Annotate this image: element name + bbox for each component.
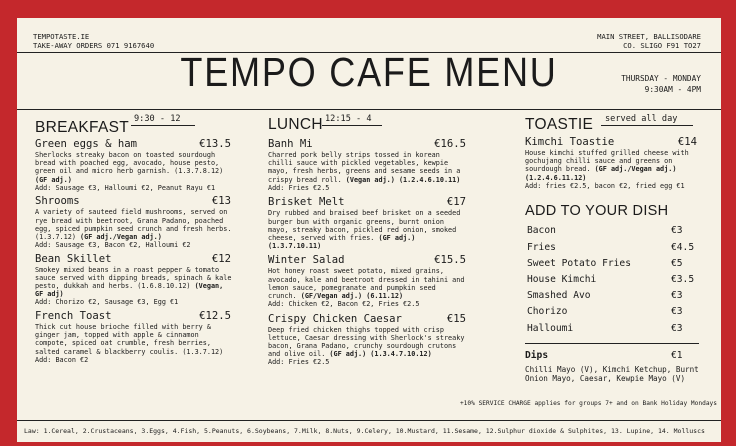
addons-section (525, 203, 699, 384)
breakfast-time: 9:30 - 12 (134, 114, 181, 124)
item-price: €15.5 (434, 254, 466, 267)
addon-price: €5 (671, 257, 683, 269)
item-name: Banh Mi (268, 138, 313, 150)
item-description-text: Deep fried chicken thighs topped with crisp lettuce, Caesar dressing with Sherlock's streaky bacon, Grana Padano, crunchy sourdough crutons and olive oil. (268, 325, 465, 359)
item-description (268, 209, 468, 250)
header-contact (33, 32, 154, 50)
lunch-item (268, 254, 468, 308)
item-description (268, 267, 468, 300)
item-name: Winter Salad (268, 254, 345, 267)
item-description-text: Thick cut house brioche filled with berry & ginger jam, topped with apple & cinnamon compote, spiced oat crumble, fresh berries, salted caramel & blackberry coulis. (1.3.7.12) (35, 322, 224, 356)
dips-price: €1 (671, 349, 683, 361)
addon-row (527, 321, 699, 337)
addon-name: Chorizo (527, 306, 568, 318)
dietary-tag: (GF adj.) (1.3.4.7.10.12) (329, 350, 432, 359)
item-addons: Add: Bacon €2 (35, 355, 89, 364)
address-line-1: MAIN STREET, BALLISODARE (597, 32, 701, 41)
lunch-column (268, 114, 468, 367)
breakfast-time-underline (131, 125, 195, 126)
address-line-2: CO. SLIGO F91 TO27 (623, 41, 701, 50)
item-description (525, 149, 699, 182)
footer-divider (17, 420, 721, 421)
dietary-tag: (GF adj.) (35, 175, 72, 184)
item-description (268, 326, 468, 359)
opening-days: THURSDAY - MONDAY (621, 74, 701, 83)
addon-name: Sweet Potato Fries (527, 257, 631, 269)
toastie-column (525, 114, 699, 384)
item-price: €15 (446, 312, 466, 325)
addon-price: €3 (671, 290, 683, 302)
item-header-row (525, 136, 699, 148)
item-description (35, 208, 233, 241)
item-header-row (268, 196, 468, 208)
breakfast-section-header (35, 114, 233, 134)
item-description-text: Charred pork belly strips tossed in korean chilli sauce with pickled vegetables, kewpie mayo, fresh herbs, greens and sesame seeds in a crispy bread roll. (268, 151, 461, 184)
item-addons: Add: Fries €2.5 (268, 183, 330, 192)
addon-row (527, 223, 699, 239)
header-address (597, 32, 701, 50)
addon-price: €3 (671, 322, 683, 334)
item-description (268, 151, 468, 184)
addon-price: €3 (671, 225, 683, 237)
menu-card (17, 18, 721, 442)
addon-name: Smashed Avo (527, 290, 591, 302)
item-addons: Add: Chorizo €2, Sausage €3, Egg €1 (35, 298, 179, 307)
dietary-tag: (Vegan adj.) (1.2.4.6.10.11) (345, 175, 461, 184)
title-divider (17, 109, 721, 110)
item-price: €13 (211, 195, 231, 208)
item-description-text: A variety of sauteed field mushrooms, served on rye bread with beetroot, Grana Padano, poached egg, spiced pumpkin seed crunch and fresh herbs. (1.3.7.12) (35, 208, 232, 241)
item-name: Bean Skillet (35, 252, 112, 265)
item-name: French Toast (35, 309, 112, 322)
item-description (35, 323, 233, 356)
breakfast-column (35, 114, 233, 364)
item-price: €17 (446, 196, 466, 209)
dips-block (525, 343, 699, 384)
addon-row (527, 288, 699, 304)
dietary-tag: (GF adj.) (1.3.7.10.11) (268, 233, 416, 251)
item-description-text: Sherlocks streaky bacon on toasted sourdough bread with poached egg, avocado, house pesto, green oil and micro herb garnish. (1.3.7.8.12) (35, 151, 224, 176)
item-price: €12.5 (199, 309, 231, 322)
addon-name: Bacon (527, 225, 556, 237)
addon-row (527, 240, 699, 256)
item-name: Brisket Melt (268, 196, 345, 209)
dietary-tag: (GF adj./Vegan adj.) (1.2.4.6.11.12) (525, 165, 677, 182)
addon-name: House Kimchi (527, 273, 597, 285)
item-description (35, 266, 233, 299)
item-addons: Add: Chicken €2, Bacon €2, Fries €2.5 (268, 300, 420, 309)
breakfast-item (35, 195, 233, 249)
item-price: €16.5 (434, 138, 466, 150)
addon-name: Halloumi (527, 322, 574, 334)
item-price: €14 (677, 136, 697, 148)
dips-row (525, 350, 699, 362)
item-header-row (268, 138, 468, 150)
dietary-tag: (Vegan, GF adj) (35, 282, 224, 299)
item-header-row (35, 195, 233, 207)
breakfast-item (35, 138, 233, 192)
addon-price: €3 (671, 306, 683, 318)
item-name: Crispy Chicken Caesar (268, 312, 402, 325)
takeaway-phone: TAKE-AWAY ORDERS 071 9167640 (33, 41, 155, 50)
item-header-row (35, 138, 233, 150)
addon-row (527, 256, 699, 272)
item-price: €12 (211, 252, 231, 265)
item-description-text: Dry rubbed and braised beef brisket on a seeded burger bun with organic greens, burnt onion mayo, streaky bacon, pickled red onion, smoked cheese, served with fries. (268, 209, 461, 242)
menu-title: TEMPO CAFE MENU (180, 49, 558, 95)
breakfast-heading: BREAKFAST (35, 119, 130, 136)
item-name: Shrooms (35, 195, 80, 208)
item-description (35, 151, 233, 184)
item-addons: Add: fries €2.5, bacon €2, fried egg €1 (525, 181, 685, 190)
item-addons: Add: Fries €2.5 (268, 358, 330, 367)
opening-time: 9:30AM - 4PM (644, 85, 701, 94)
toastie-item (525, 136, 699, 190)
item-header-row (268, 254, 468, 266)
addons-heading: ADD TO YOUR DISH (525, 203, 669, 220)
item-header-row (268, 313, 468, 325)
dips-description: Chilli Mayo (V), Kimchi Ketchup, Burnt Onion Mayo, Caesar, Kewpie Mayo (V) (525, 364, 699, 384)
lunch-item (268, 138, 468, 192)
breakfast-item (35, 253, 233, 307)
item-addons: Add: Sausage €3, Halloumi €2, Peanut Rayu €1 (35, 183, 216, 192)
toastie-time: served all day (605, 114, 678, 124)
addon-name: Fries (527, 241, 556, 253)
lunch-section-header (268, 114, 468, 134)
opening-hours (621, 73, 701, 95)
item-name: Green eggs & ham (35, 138, 138, 150)
toastie-section-header (525, 114, 699, 134)
item-price: €13.5 (199, 138, 231, 150)
lunch-time: 12:15 - 4 (325, 114, 372, 124)
breakfast-item (35, 310, 233, 364)
addon-price: €4.5 (671, 241, 695, 253)
item-header-row (35, 310, 233, 322)
dietary-tag: (GF/Vegan adj.) (6.11.12) (300, 291, 404, 300)
toastie-time-underline (601, 125, 693, 126)
item-description-text: Hot honey roast sweet potato, mixed grains, avocado, kale and beetroot dressed in tahini and lemon sauce, pomegranate and pumpkin seed crunch. (268, 267, 465, 300)
allergen-legend: Law: 1.Cereal, 2.Crustaceans, 3.Eggs, 4.Fish, 5.Peanuts, 6.Soybeans, 7.Milk, 8.Nuts, 9.Celery, 10.Mustard, 11.Sesame, 12.Sulphur dioxide & Sulphites, 13. Lupine, 14. Molluscs (24, 427, 705, 435)
dips-label: Dips (525, 349, 549, 361)
website-text: TEMPOTASTE.IE (33, 32, 90, 41)
item-addons: Add: Sausage €3, Bacon €2, Halloumi €2 (35, 241, 191, 250)
dietary-tag: (GF adj./Vegan adj.) (80, 232, 162, 241)
service-charge-note: +10% SERVICE CHARGE applies for groups 7+ and on Bank Holiday Mondays (459, 400, 717, 407)
item-name: Kimchi Toastie (525, 136, 615, 148)
addon-price: €3.5 (671, 273, 695, 285)
lunch-item (268, 196, 468, 250)
addon-row (527, 272, 699, 288)
lunch-item (268, 313, 468, 367)
item-header-row (35, 253, 233, 265)
item-description-text: House kimchi stuffed grilled cheese with gochujang chilli sauce and greens on sourdough bread. (525, 149, 689, 174)
lunch-time-underline (322, 125, 382, 126)
item-description-text: Smokey mixed beans in a roast pepper & tomato sauce served with dipping breads, spinach & kale pesto, dukkah and herbs. (1.6.8.10.12) (35, 265, 232, 291)
addon-row (527, 304, 699, 320)
toastie-heading: TOASTIE (525, 116, 594, 133)
lunch-heading: LUNCH (268, 116, 323, 133)
